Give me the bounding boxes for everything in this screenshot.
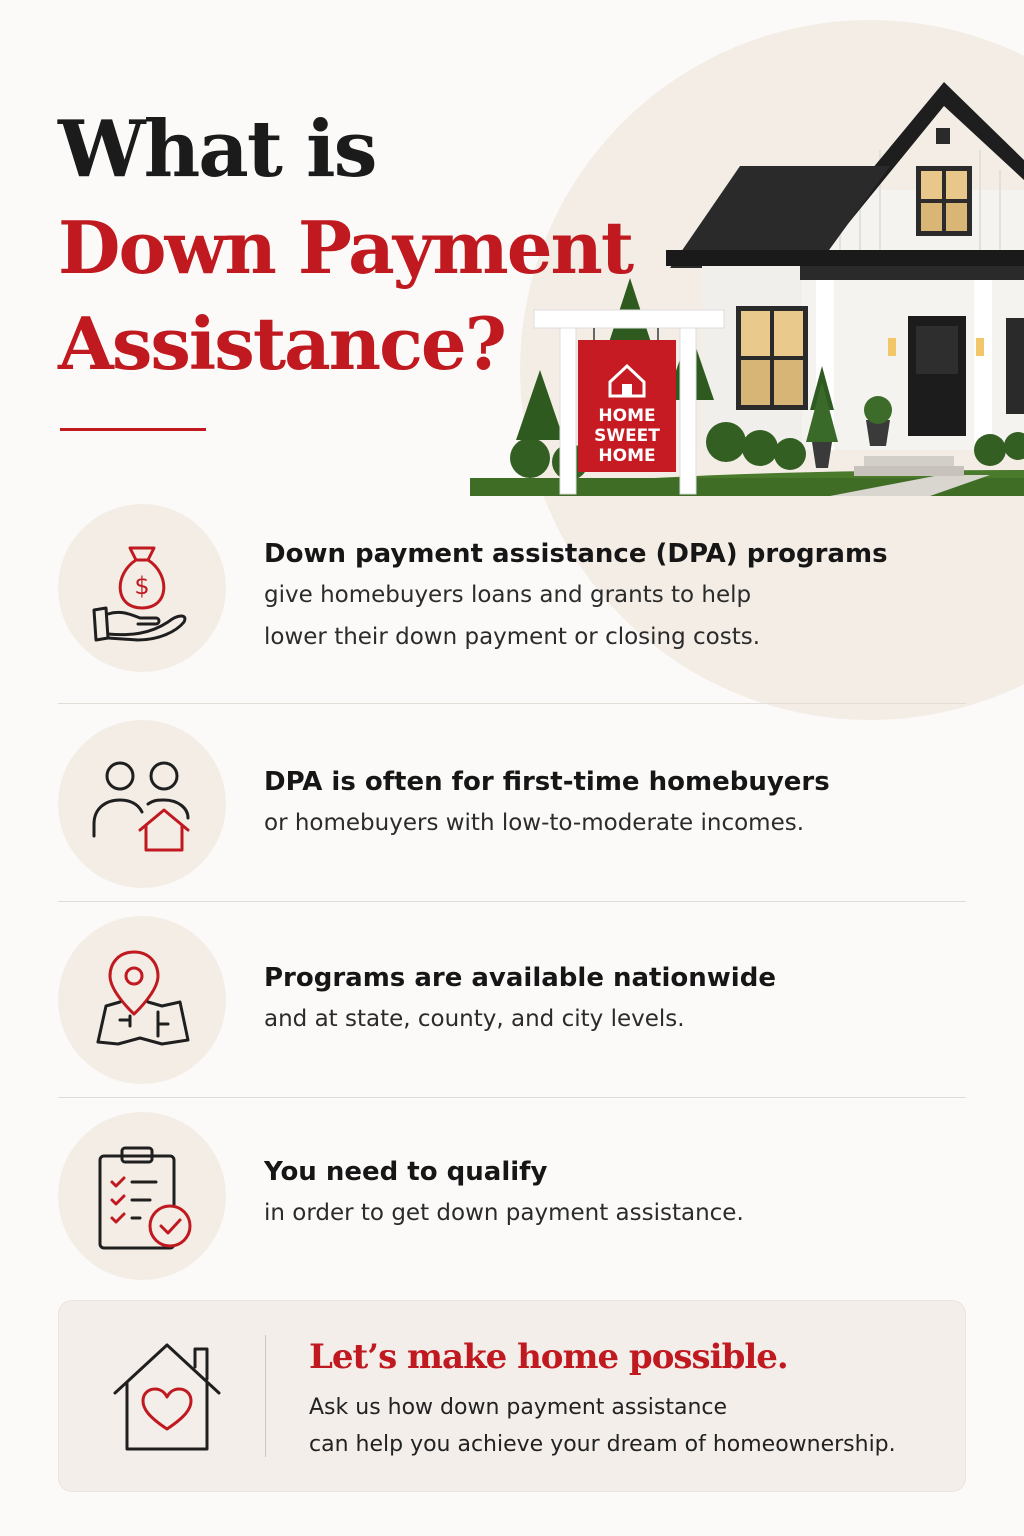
fact-body: or homebuyers with low-to-moderate incomes. [264,810,805,836]
fact-dpa-programs [58,504,966,674]
divider [58,1097,966,1098]
cta-box [58,1300,966,1492]
house-heart-icon [109,1331,225,1465]
fact-heading: Programs are available nationwide [264,963,776,993]
sign-line-2: SWEET [594,426,660,446]
people-house-icon [58,720,226,888]
cta-title: Let’s make home possible. [309,1337,788,1377]
sign-line-3: HOME [598,446,656,466]
fact-body: lower their down payment or closing costs. [264,624,761,650]
cta-body-line-1: Ask us how down payment assistance [309,1395,728,1420]
sign-line-1: HOME [598,406,656,426]
cta-body-line-2: can help you achieve your dream of homeownership. [309,1432,896,1457]
svg-text:$: $ [134,572,150,600]
title-line-1: What is [58,104,376,195]
page-title [58,100,632,392]
fact-first-time-homebuyers [58,720,966,890]
title-line-3: Assistance? [58,301,505,386]
clipboard-check-icon [58,1112,226,1280]
title-line-2: Down Payment [58,205,633,290]
fact-heading: Down payment assistance (DPA) programs [264,539,888,569]
money-bag-hand-icon [58,504,226,672]
divider [58,703,966,704]
cta-divider [265,1335,266,1457]
fact-heading: You need to qualify [264,1157,548,1187]
fact-heading: DPA is often for first-time homebuyers [264,767,830,797]
fact-body: and at state, county, and city levels. [264,1006,685,1032]
fact-body: give homebuyers loans and grants to help [264,582,752,608]
fact-nationwide [58,916,966,1086]
divider [58,901,966,902]
title-underline [60,428,206,431]
map-pin-icon [58,916,226,1084]
fact-qualify [58,1112,966,1282]
fact-body: in order to get down payment assistance. [264,1200,744,1226]
cta-body [309,1389,896,1463]
